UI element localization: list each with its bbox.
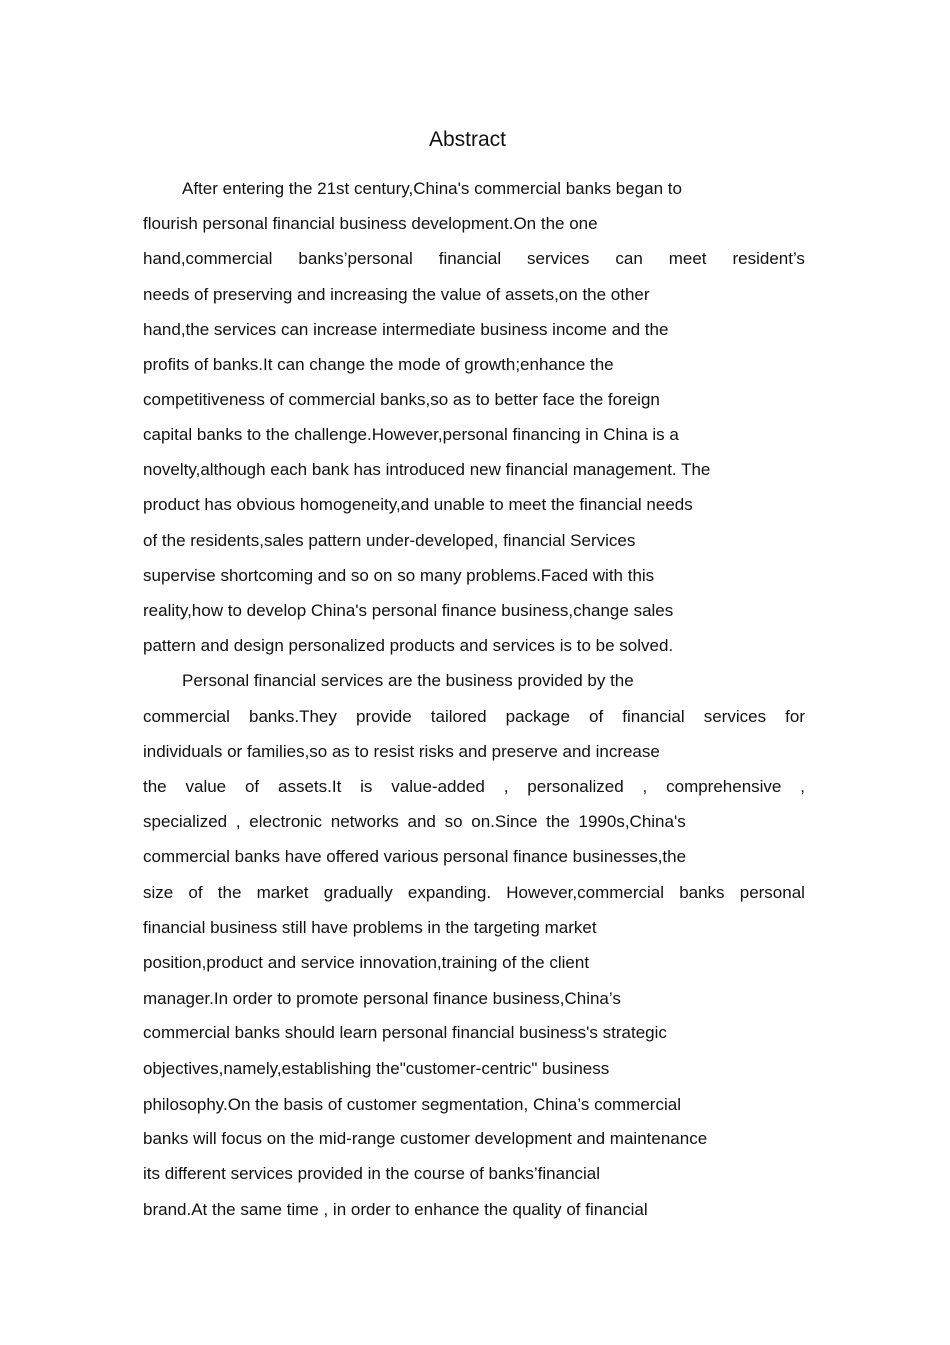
text-line: its different services provided in the course of banks’financial [143,1164,601,1183]
word: personal [739,883,805,902]
text-line: commercial banks have offered various personal finance businesses,the [143,847,687,866]
word: services [703,707,767,726]
word: of [188,883,203,902]
word: can [615,249,643,268]
text-line [143,776,805,798]
word: of [244,777,260,796]
text-line: financial business still have problems in the targeting market [143,918,597,937]
text-line: specialized , electronic networks and so on.Since the 1990s,China's [143,812,686,831]
word: However,commercial [506,883,665,902]
word: hand,commercial [143,249,273,268]
word: tailored [430,707,487,726]
word: the [217,883,242,902]
word: services [527,249,590,268]
text-line: needs of preserving and increasing the value of assets,on the other [143,285,650,304]
text-line: hand,the services can increase intermediate business income and the [143,320,669,339]
word: , [503,777,509,796]
word: , [642,777,648,796]
text-line: competitiveness of commercial banks,so as to better face the foreign [143,390,660,409]
word: gradually [323,883,393,902]
word: the [143,777,167,796]
text-line [143,882,805,904]
word: expanding. [407,883,492,902]
text-line: commercial banks should learn personal financial business's strategic [143,1023,667,1042]
word: , [800,777,805,796]
word: banks.They [248,707,337,726]
abstract-title: Abstract [428,128,507,151]
word: comprehensive [666,777,782,796]
word: of [589,707,604,726]
text-line: flourish personal financial business development.On the one [143,214,598,233]
word: size [143,883,174,902]
text-line: reality,how to develop China's personal finance business,change sales [143,601,674,620]
word: resident’s [732,249,805,268]
text-line: capital banks to the challenge.However,personal financing in China is a [143,425,679,444]
word: assets.It [278,777,342,796]
word: provide [355,707,412,726]
word: banks [679,883,725,902]
text-line [143,706,805,728]
word: market [256,883,309,902]
word: value [185,777,227,796]
word: value-added [391,777,485,796]
text-line: pattern and design personalized products and services is to be solved. [143,636,674,655]
word: meet [668,249,707,268]
word: commercial [143,707,230,726]
text-line: objectives,namely,establishing the"customer-centric" business [143,1059,610,1078]
text-line: supervise shortcoming and so on so many problems.Faced with this [143,566,655,585]
word: is [360,777,373,796]
text-line: profits of banks.It can change the mode of growth;enhance the [143,355,614,374]
text-line: novelty,although each bank has introduced new financial management. The [143,460,711,479]
text-line: After entering the 21st century,China's commercial banks began to [182,179,682,198]
text-line: of the residents,sales pattern under-developed, financial Services [143,531,636,550]
text-line: philosophy.On the basis of customer segmentation, China’s commercial [143,1095,681,1114]
text-line: banks will focus on the mid-range customer development and maintenance [143,1129,708,1148]
text-line [143,248,805,270]
text-line: brand.At the same time , in order to enhance the quality of financial [143,1200,648,1219]
word: package [505,707,570,726]
word: for [785,707,805,726]
word: personalized [527,777,624,796]
text-line: product has obvious homogeneity,and unable to meet the financial needs [143,495,693,514]
text-line: individuals or families,so as to resist risks and preserve and increase [143,742,660,761]
word: financial [622,707,685,726]
word: financial [438,249,502,268]
text-line: Personal financial services are the business provided by the [182,671,634,690]
word: banks’personal [298,249,413,268]
text-line: manager.In order to promote personal finance business,China’s [143,989,621,1008]
text-line: position,product and service innovation,training of the client [143,953,590,972]
